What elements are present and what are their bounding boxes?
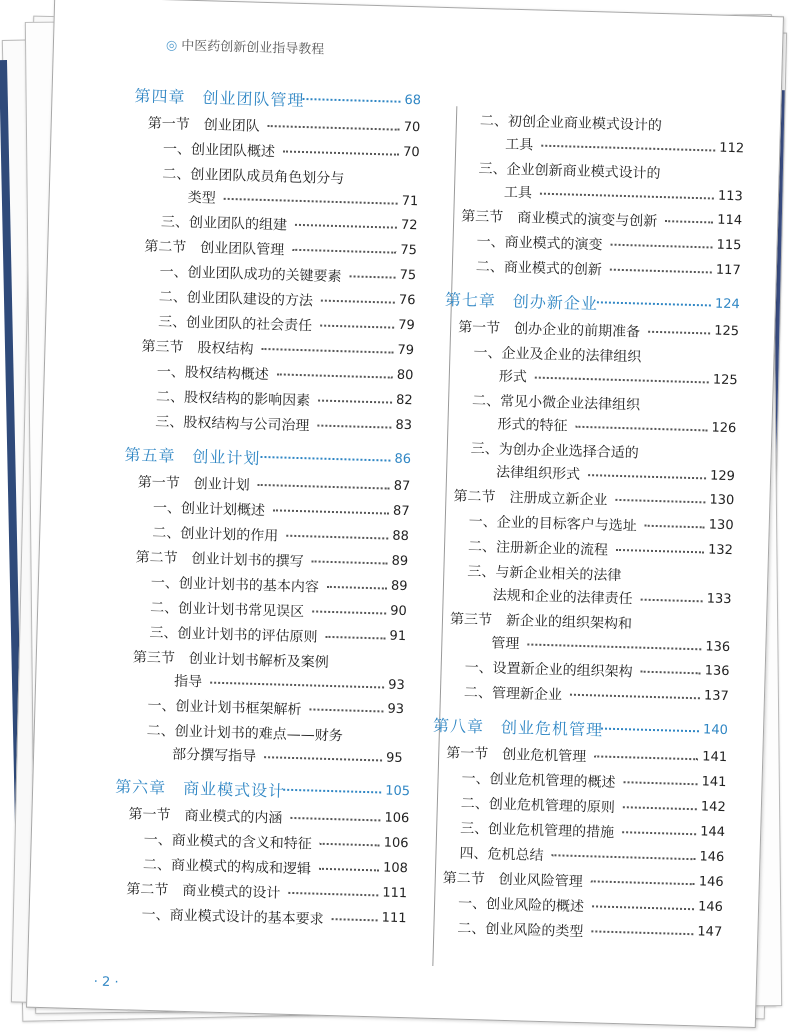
toc-page-number: 93 — [387, 701, 405, 718]
dot-leader — [268, 125, 400, 131]
toc-entry-title: 二、常见小微企业法律组织 — [471, 392, 641, 414]
dot-leader — [588, 474, 706, 479]
toc-page-number: 136 — [704, 663, 730, 680]
toc-page-number: 76 — [398, 292, 416, 309]
toc-page-number: 133 — [706, 591, 732, 608]
dot-leader — [320, 325, 394, 329]
toc-entry-title: 一、商业模式的演变 — [476, 233, 603, 254]
toc-entry-title: 四、危机总结 — [459, 845, 544, 864]
dot-leader — [610, 269, 712, 274]
dot-leader — [317, 425, 391, 429]
toc-entry-title: 第二节 创业计划书的撰写 — [135, 549, 304, 571]
dot-leader — [527, 643, 701, 650]
dot-leader — [540, 193, 714, 200]
toc-page-number: 89 — [390, 578, 408, 595]
toc-section — [435, 605, 746, 662]
toc-entry-title: 二、管理新企业 — [463, 684, 563, 704]
toc-entry-title: 第二节 注册成立新企业 — [453, 488, 608, 509]
toc-entry-title: 一、商业模式的含义和特征 — [143, 831, 312, 853]
toc-entry-title: 第一节 创业危机管理 — [446, 745, 587, 766]
toc-page-number: 68 — [404, 92, 422, 109]
dot-leader — [592, 905, 694, 910]
toc-entry-title: 第一节 创业计划 — [137, 474, 250, 494]
toc-page-number: 146 — [698, 874, 724, 891]
toc-entry-title: 三、为创办企业选择合适的 — [470, 440, 639, 462]
dot-leader — [570, 694, 700, 700]
dot-leader — [622, 831, 696, 835]
toc-item — [448, 154, 759, 211]
dot-leader — [210, 682, 384, 689]
dot-leader — [665, 220, 713, 223]
dot-leader — [318, 400, 392, 404]
toc-entry-title-continued: 法律组织形式 — [495, 464, 581, 483]
toc-entry-title-continued: 指导 — [173, 673, 203, 691]
toc-entry-title: 一、创业计划书框架解析 — [147, 697, 302, 719]
toc-page-number: 136 — [705, 639, 731, 656]
toc-entry-title: 一、创业团队概述 — [162, 141, 276, 161]
toc-entry-title: 二、初创企业商业模式设计的 — [479, 112, 663, 135]
toc-page-number: 70 — [403, 119, 421, 136]
toc-page-number: 87 — [393, 478, 411, 495]
dot-leader — [283, 789, 381, 794]
dot-leader — [288, 892, 378, 897]
toc-entry-title: 三、企业创新商业模式设计的 — [478, 160, 661, 183]
toc-item — [443, 338, 754, 395]
dot-leader — [645, 525, 705, 529]
toc-entry-title-continued: 法规和企业的法律责任 — [492, 587, 633, 608]
toc-page-number: 124 — [714, 296, 740, 313]
dot-leader — [611, 244, 713, 249]
toc-entry-title: 一、创业风险的概述 — [457, 895, 585, 916]
toc-entry-title-continued: 工具 — [505, 136, 534, 154]
dot-leader — [321, 300, 395, 304]
toc-item — [116, 716, 427, 773]
toc-entry-title: 一、设置新企业的组织架构 — [464, 659, 633, 681]
dot-leader — [320, 843, 380, 847]
toc-page-number: 117 — [715, 262, 741, 279]
toc-page-number: 106 — [384, 810, 410, 827]
toc-entry-title: 第二节 商业模式的设计 — [126, 881, 281, 902]
dot-leader — [601, 728, 699, 733]
toc-page-number: 95 — [385, 750, 403, 767]
toc-page-number: 83 — [395, 417, 413, 434]
dot-leader — [312, 610, 386, 614]
dot-leader — [325, 636, 385, 640]
toc-page-number: 114 — [717, 212, 743, 229]
toc-page — [26, 0, 784, 1028]
toc-entry-title: 一、创业团队成功的关键要素 — [159, 264, 342, 286]
dot-leader — [312, 560, 388, 564]
dot-leader — [319, 868, 379, 872]
toc-entry-title: 二、创业计划书的难点——财务 — [146, 722, 343, 745]
toc-entry-title: 第二节 创业团队管理 — [144, 238, 285, 259]
toc-page-number: 79 — [397, 342, 415, 359]
dot-leader — [591, 880, 695, 885]
toc-entry-title: 第三节 商业模式的演变与创新 — [461, 208, 658, 230]
running-header — [166, 34, 325, 57]
toc-page-number: 93 — [387, 677, 405, 694]
dot-leader — [648, 331, 710, 335]
toc-entry-title: 第七章 创办新企业 — [444, 290, 599, 314]
toc-page-number: 111 — [381, 910, 407, 927]
toc-page-number: 87 — [392, 503, 410, 520]
toc-page-number: 80 — [396, 367, 414, 384]
toc-page-number: 115 — [716, 237, 742, 254]
toc-entry-title: 一、企业及企业的法律组织 — [473, 344, 642, 366]
toc-entry-title: 第八章 创业危机管理 — [432, 715, 604, 740]
toc-entry-title: 第四章 创业团队管理 — [134, 86, 305, 111]
toc-entry-title-continued: 形式的特征 — [497, 416, 568, 435]
dot-leader — [290, 817, 380, 822]
toc-entry-title: 第一节 创办企业的前期准备 — [457, 319, 641, 341]
toc-entry-title: 一、企业的目标客户与选址 — [468, 513, 637, 535]
toc-entry-title: 二、创业团队建设的方法 — [158, 289, 314, 310]
toc-page-number: 125 — [713, 323, 740, 340]
dot-leader — [286, 535, 388, 540]
toc-entry-title: 二、注册新企业的流程 — [467, 538, 609, 559]
dot-leader — [302, 98, 400, 103]
toc-entry-title: 三、股权结构与公司治理 — [155, 413, 310, 435]
toc-entry-title: 二、创业团队成员角色划分与 — [162, 166, 345, 188]
toc-entry-title: 第三节 股权结构 — [141, 338, 254, 358]
toc-page-number: 147 — [697, 924, 723, 941]
toc-page-number: 111 — [382, 885, 408, 902]
toc-page-number: 146 — [697, 899, 724, 916]
toc-page-number: 106 — [383, 835, 409, 852]
toc-page-number: 88 — [392, 528, 410, 545]
toc-page-number: 112 — [719, 140, 745, 157]
toc-page-number: 141 — [701, 774, 727, 791]
dot-leader — [350, 275, 396, 278]
dot-leader — [615, 499, 705, 504]
toc-page-number: 146 — [699, 849, 725, 866]
toc-entry-title: 一、创业计划概述 — [152, 499, 266, 520]
toc-item — [441, 386, 752, 443]
toc-entry-title-continued: 工具 — [503, 184, 533, 202]
dot-leader — [295, 224, 397, 229]
toc-entry-title: 第五章 创业计划 — [124, 445, 261, 468]
toc-item — [449, 106, 760, 163]
toc-page-number: 129 — [709, 468, 736, 485]
toc-entry-title: 一、商业模式设计的基本要求 — [141, 906, 324, 928]
dot-leader — [258, 484, 390, 490]
toc-page-number: 140 — [702, 722, 729, 739]
toc-page-number: 70 — [402, 144, 420, 161]
toc-entry-title: 二、商业模式的构成和逻辑 — [142, 856, 312, 878]
toc-entry-title: 第三节 新企业的组织架构和 — [449, 611, 633, 633]
toc-page-number: 75 — [400, 242, 418, 259]
dot-leader — [641, 599, 703, 603]
toc-entry-title: 二、创业危机管理的原则 — [460, 795, 616, 816]
toc-page-number: 105 — [384, 783, 411, 800]
toc-page-number: 89 — [391, 553, 409, 570]
dot-leader — [541, 145, 715, 152]
toc-item — [440, 434, 751, 491]
dot-leader — [261, 348, 393, 354]
toc-page-number: 137 — [703, 688, 730, 705]
toc-entry-title: 三、创业团队的社会责任 — [157, 314, 313, 335]
dot-leader — [641, 671, 701, 675]
toc-right-column — [427, 106, 760, 947]
toc-page-number: 108 — [382, 860, 409, 877]
toc-item — [436, 557, 747, 614]
toc-entry-title: 一、股权结构概述 — [156, 364, 269, 384]
toc-page-number: 86 — [394, 451, 412, 468]
toc-entry-title: 三、创业危机管理的措施 — [459, 820, 615, 841]
toc-item — [131, 159, 442, 216]
dot-leader — [332, 918, 378, 921]
toc-page-number: 72 — [400, 217, 418, 234]
toc-page-number: 75 — [399, 267, 417, 284]
dot-leader — [623, 781, 697, 785]
toc-page-number: 125 — [712, 372, 738, 389]
toc-entry-title: 第一节 商业模式的内涵 — [128, 806, 283, 827]
toc-entry-title: 一、创业危机管理的概述 — [461, 770, 616, 791]
toc-entry-title-continued: 部分撰写指导 — [171, 746, 257, 765]
toc-entry-title: 一、创业计划书的基本内容 — [150, 574, 320, 596]
toc-entry-title: 第六章 商业模式设计 — [114, 777, 286, 801]
dot-leader — [327, 586, 387, 590]
dot-leader — [594, 755, 698, 760]
dot-leader — [292, 249, 396, 254]
toc-page-number: 141 — [702, 749, 728, 766]
page-number: · 2 · — [93, 974, 119, 991]
toc-entry-title: 三、创业团队的组建 — [160, 214, 288, 234]
toc-page-number: 130 — [708, 517, 734, 534]
toc-entry-title: 三、与新企业相关的法律 — [467, 563, 622, 585]
toc-page-number: 79 — [398, 317, 415, 334]
toc-entry-title: 二、创业风险的类型 — [457, 920, 584, 941]
dot-leader — [283, 150, 399, 155]
toc-page-number: 90 — [390, 603, 407, 620]
toc-entry-title-continued: 类型 — [187, 189, 216, 207]
dot-leader — [616, 549, 704, 553]
toc-entry-title: 第三节 创业计划书解析及案例 — [132, 649, 329, 671]
toc-entry-title: 第二节 创业风险管理 — [442, 870, 583, 891]
dot-leader — [575, 426, 707, 432]
toc-entry-title-continued: 形式 — [498, 368, 528, 386]
dot-leader — [273, 509, 389, 514]
circle-bullet-icon: ◎ — [165, 38, 178, 54]
toc-page-number: 126 — [711, 420, 737, 437]
dot-leader — [224, 198, 398, 205]
toc-entry-title: 二、创业计划的作用 — [152, 524, 279, 545]
dot-leader — [260, 456, 390, 462]
toc-page-number: 142 — [700, 799, 726, 816]
dot-leader — [591, 930, 693, 935]
dot-leader — [551, 854, 695, 860]
dot-leader — [623, 806, 697, 810]
toc-left-column — [111, 73, 445, 933]
toc-page-number: 113 — [717, 188, 743, 205]
dot-leader — [309, 708, 383, 712]
dot-leader — [264, 756, 382, 761]
dot-leader — [535, 377, 709, 384]
book-title: 中医药创新创业指导教程 — [181, 38, 325, 58]
toc-entry-title: 二、股权结构的影响因素 — [155, 389, 311, 410]
toc-entry-title: 二、创业计划书常见误区 — [149, 599, 305, 621]
dot-leader — [277, 373, 393, 378]
toc-page-number: 130 — [709, 492, 735, 509]
dot-leader — [597, 301, 711, 306]
toc-entry-title: 三、创业计划书的评估原则 — [149, 624, 318, 646]
toc-entry-title: 第一节 创业团队 — [147, 115, 260, 135]
toc-page-number: 144 — [699, 824, 726, 841]
toc-page-number: 91 — [389, 628, 407, 645]
toc-page-number: 132 — [707, 542, 734, 559]
toc-page-number: 82 — [395, 392, 413, 409]
toc-entry-title-continued: 管理 — [491, 635, 520, 653]
toc-section — [118, 643, 429, 700]
toc-page-number: 71 — [401, 193, 419, 210]
toc-entry-title: 二、商业模式的创新 — [475, 258, 603, 279]
